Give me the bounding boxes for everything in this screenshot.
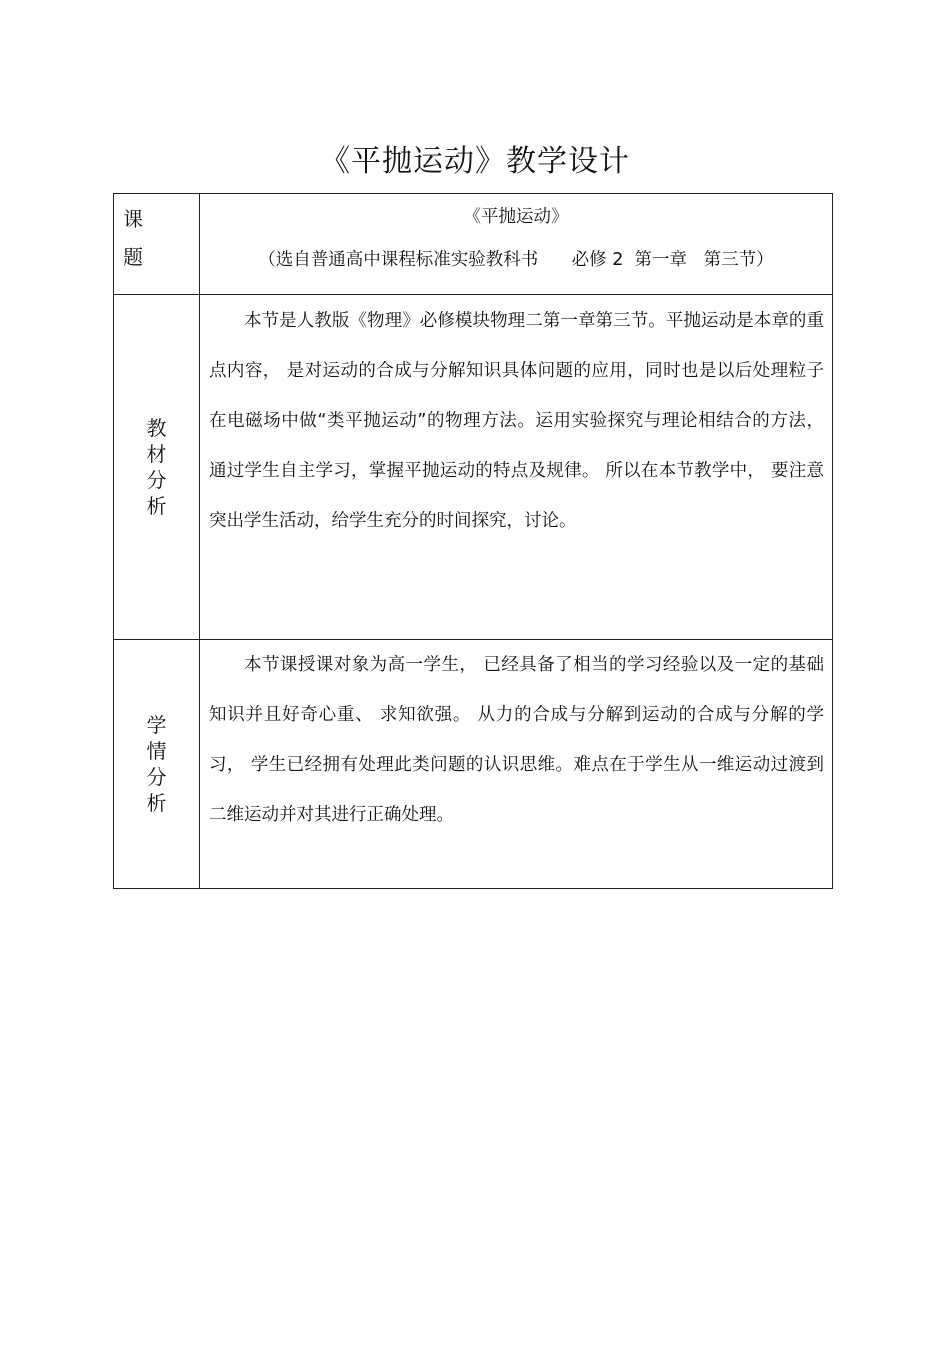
lesson-design-table: [113, 193, 833, 889]
student-analysis-label: 学 情 分 析: [146, 713, 167, 815]
table-row-topic: [114, 194, 833, 295]
material-analysis-label: 教 材 分 析: [146, 416, 167, 518]
student-label-cell: [114, 640, 200, 889]
document-title: 《平抛运动》教学设计: [320, 144, 630, 179]
student-analysis-text: 本节课授课对象为高一学生， 已经具备了相当的学习经验以及一定的基础知识并且好奇心重、 求知欲强。 从力的合成与分解到运动的合成与分解的学习， 学生已经拥有处理此类问题的认识思维。难点在于学生从一维运动过渡到二维运动并对其进行正确处理。: [209, 655, 824, 825]
table-row-student-analysis: [114, 640, 833, 889]
course-title: 《平抛运动》: [463, 207, 569, 227]
student-content-cell: [200, 640, 833, 889]
material-analysis-text: 本节是人教版《物理》必修模块物理二第一章第三节。平抛运动是本章的重点内容， 是对运动的合成与分解知识具体问题的应用，同时也是以后处理粒子在电磁场中做“类平抛运动”的物理方法。运用实验探究与理论相结合的方法， 通过学生自主学习，掌握平抛运动的特点及规律。 所以在本节教学中， 要注意突出学生活动，给学生充分的时间探究，讨论。: [209, 311, 824, 531]
topic-content-cell: [200, 194, 833, 295]
material-content-cell: [200, 295, 833, 640]
topic-label-cell: [114, 194, 200, 295]
table-row-material-analysis: [114, 295, 833, 640]
material-label-cell: [114, 295, 200, 640]
topic-label: 课 题: [123, 207, 143, 269]
course-source: （选自普通高中课程标准实验教科书 必修 2 第一章 第三节）: [258, 250, 774, 270]
